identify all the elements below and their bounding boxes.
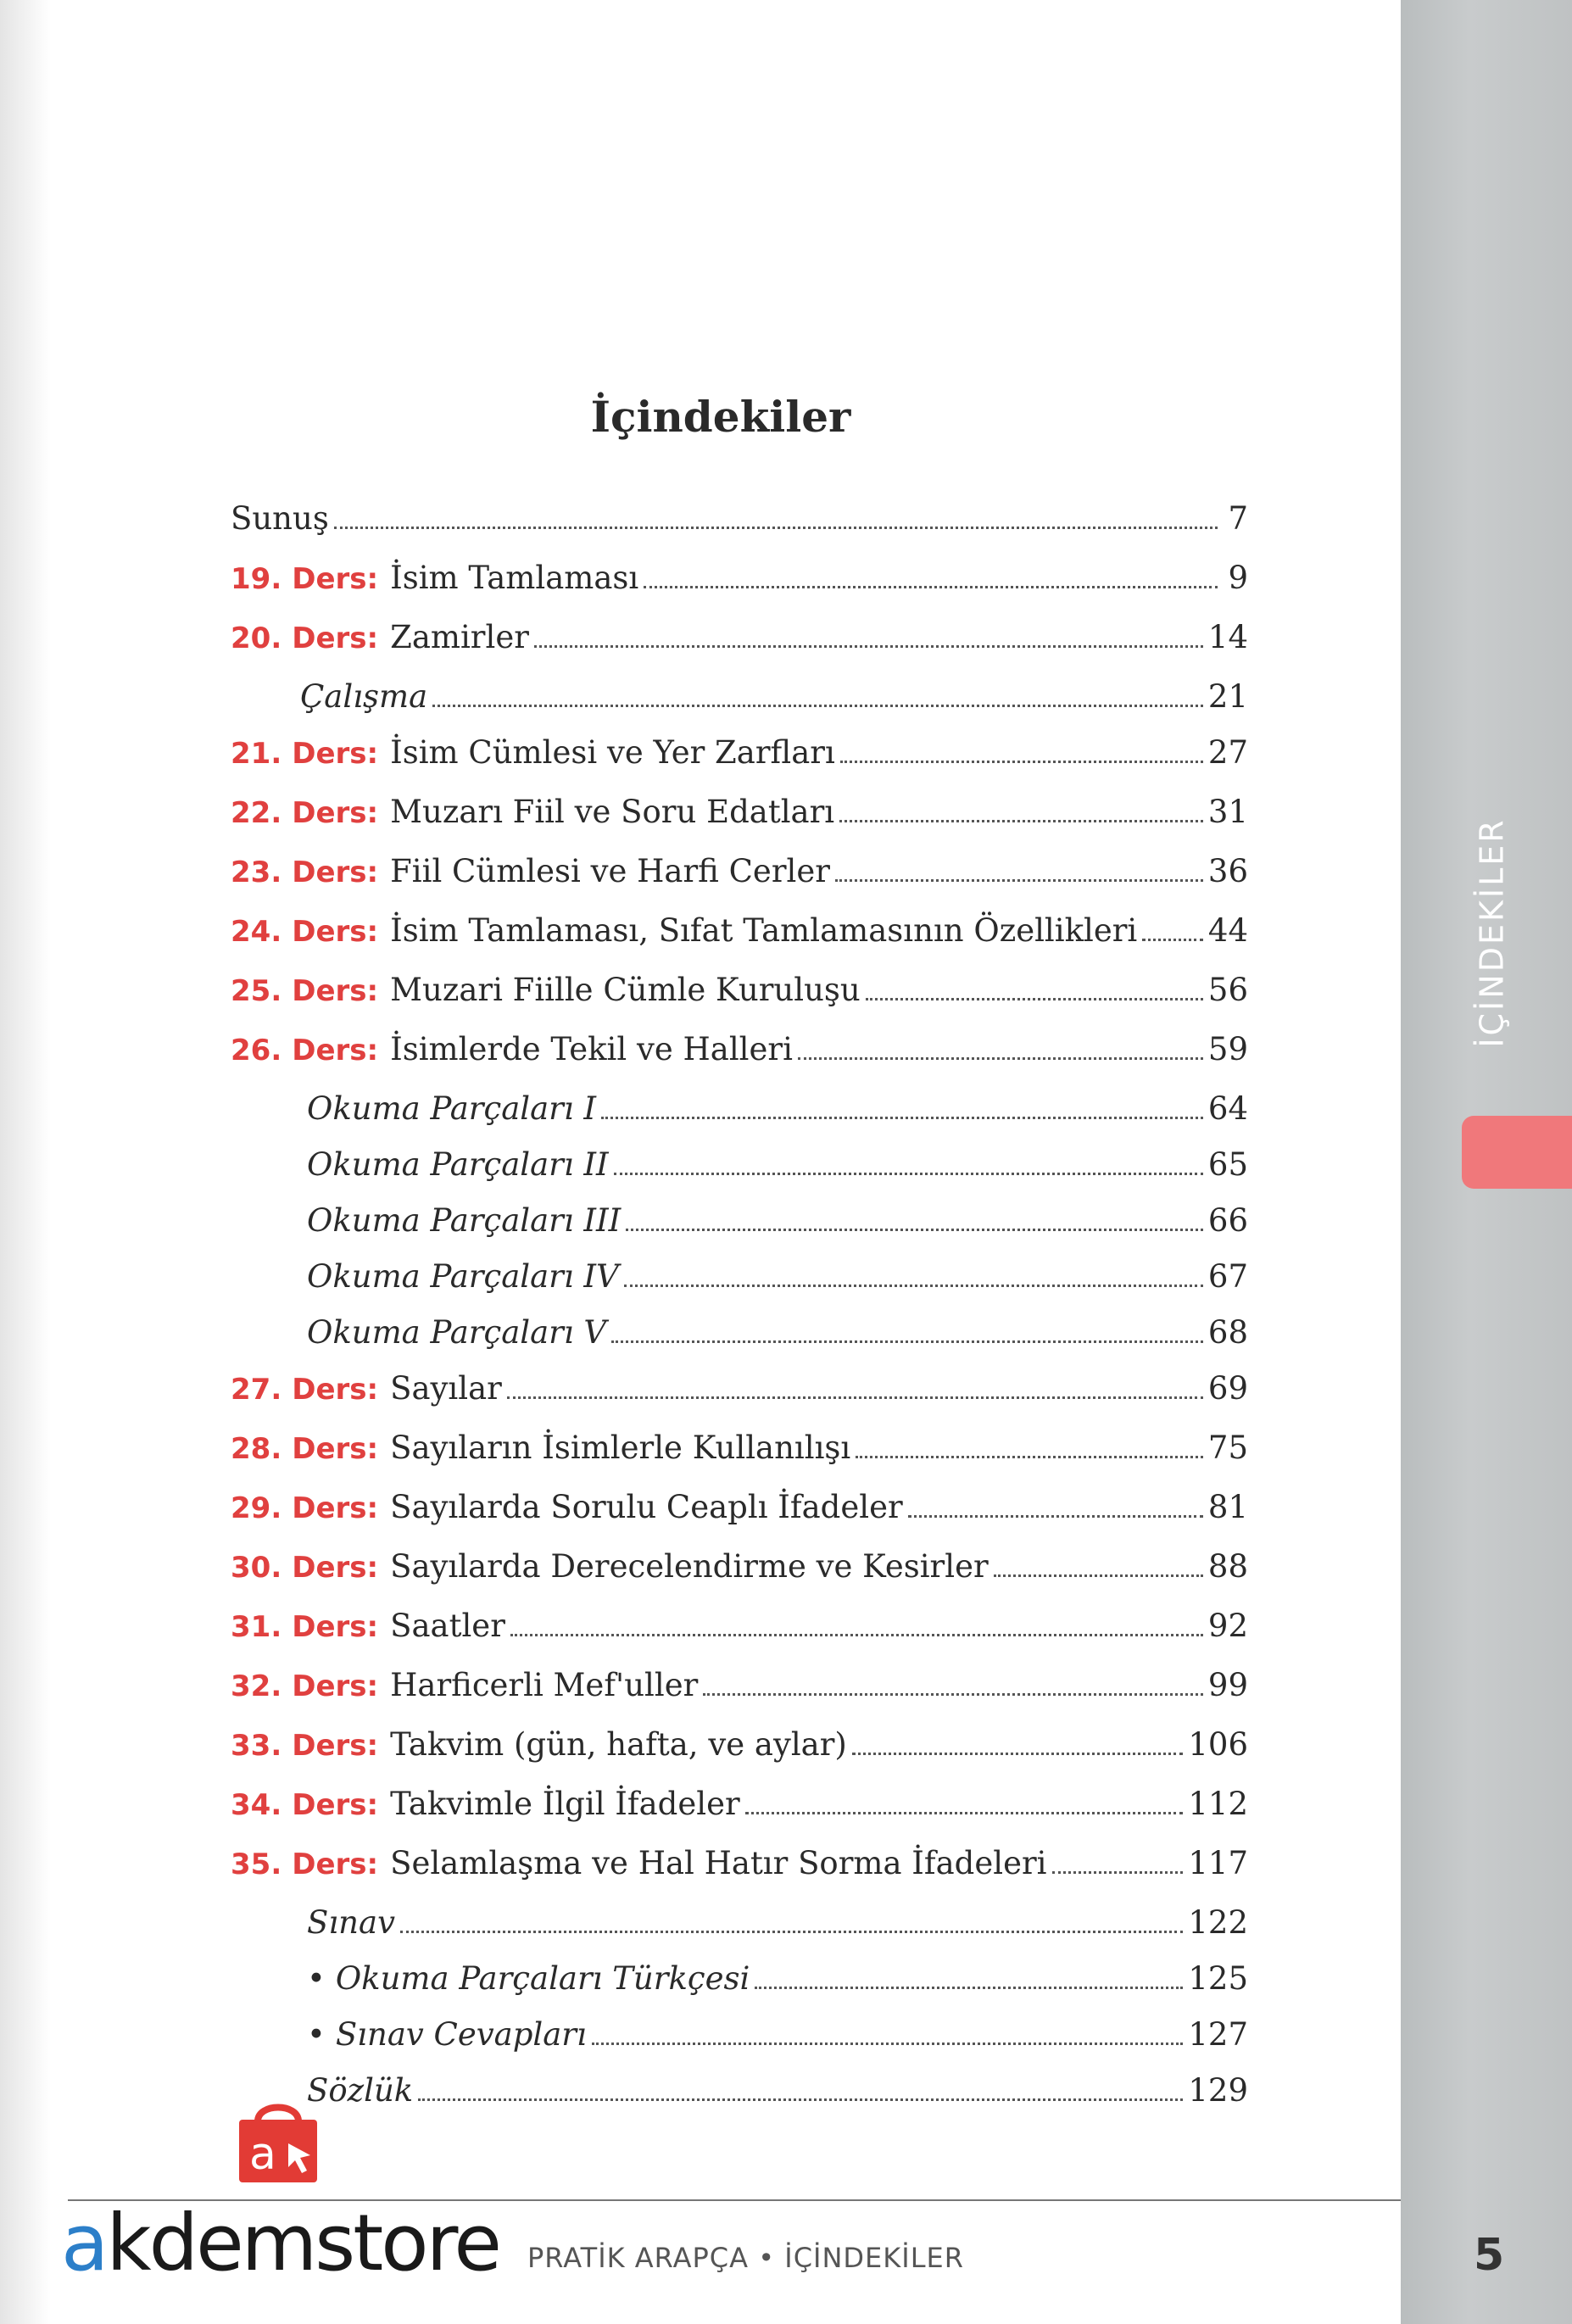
lesson-word: Ders: <box>292 974 379 1008</box>
entry-title: Harficerli Mef'uller <box>390 1667 699 1703</box>
entry-title: İsim Tamlaması <box>390 560 639 596</box>
toc-entry <box>231 1314 1248 1370</box>
entry-page-number: 21 <box>1207 678 1248 715</box>
entry-title: Okuma Parçaları V <box>307 1314 607 1351</box>
entry-title: Takvim (gün, hafta, ve aylar) <box>390 1726 847 1763</box>
dot-leader <box>703 1693 1203 1696</box>
entry-page-number: 117 <box>1188 1845 1248 1881</box>
toc-entry <box>231 1202 1248 1258</box>
toc-entry <box>231 1090 1248 1146</box>
lesson-word: Ders: <box>292 1034 379 1067</box>
entry-page-number: 99 <box>1207 1667 1248 1703</box>
toc-entry <box>231 1726 1248 1786</box>
toc-entry <box>231 1548 1248 1608</box>
entry-page-number: 69 <box>1207 1370 1248 1407</box>
dot-leader <box>755 1987 1183 1989</box>
lesson-word: Ders: <box>292 621 379 655</box>
entry-title: Sınav Cevapları <box>335 2016 587 2053</box>
toc-entry <box>231 1258 1248 1314</box>
lesson-word: Ders: <box>292 1729 379 1763</box>
dot-leader <box>626 1229 1203 1231</box>
entry-title: Zamirler <box>390 619 529 655</box>
dot-leader <box>432 705 1203 707</box>
lesson-word: Ders: <box>292 796 379 830</box>
brand-rest: kdemstore <box>106 2198 499 2288</box>
toc-entry <box>231 1489 1248 1548</box>
bullet-icon: • <box>307 1960 326 1997</box>
entry-title: Okuma Parçaları II <box>307 1146 609 1183</box>
toc-entry <box>231 2016 1248 2072</box>
toc-entry <box>231 619 1248 678</box>
toc-entry <box>231 560 1248 619</box>
dot-leader <box>835 879 1203 882</box>
dot-leader <box>840 761 1203 763</box>
toc-entry <box>231 1904 1248 1960</box>
toc-entry <box>231 972 1248 1031</box>
entry-title: Muzari Fiille Cümle Kuruluşu <box>390 972 861 1008</box>
lesson-number: 33. <box>231 1729 282 1763</box>
entry-title: Çalışma <box>300 678 428 715</box>
brand-logo <box>61 2198 499 2288</box>
dot-leader <box>601 1117 1203 1119</box>
entry-title: Sözlük <box>307 2072 414 2109</box>
entry-page-number: 129 <box>1188 2072 1248 2109</box>
dot-leader <box>856 1456 1203 1458</box>
lesson-number: 28. <box>231 1432 282 1466</box>
lesson-number: 25. <box>231 974 282 1008</box>
entry-title: Saatler <box>390 1608 505 1644</box>
entry-title: Takvimle İlgil İfadeler <box>390 1786 740 1822</box>
entry-page-number: 31 <box>1207 794 1248 830</box>
dot-leader <box>611 1340 1203 1343</box>
entry-page-number: 27 <box>1207 734 1248 771</box>
lesson-number: 35. <box>231 1847 282 1881</box>
lesson-number: 34. <box>231 1788 282 1822</box>
entry-page-number: 64 <box>1207 1090 1248 1127</box>
entry-page-number: 66 <box>1207 1202 1248 1239</box>
lesson-word: Ders: <box>292 1610 379 1644</box>
lesson-word: Ders: <box>292 1669 379 1703</box>
dot-leader <box>798 1057 1203 1060</box>
entry-page-number: 59 <box>1207 1031 1248 1067</box>
dot-leader <box>1052 1871 1184 1874</box>
dot-leader <box>507 1396 1203 1399</box>
entry-page-number: 68 <box>1207 1314 1248 1351</box>
dot-leader <box>334 527 1218 529</box>
dot-leader <box>839 820 1203 822</box>
dot-leader <box>592 2043 1184 2045</box>
toc-entry <box>231 853 1248 912</box>
lesson-number: 20. <box>231 621 282 655</box>
entry-page-number: 88 <box>1207 1548 1248 1585</box>
entry-title: Sayıların İsimlerle Kullanılışı <box>390 1430 851 1466</box>
entry-page-number: 56 <box>1207 972 1248 1008</box>
lesson-number: 31. <box>231 1610 282 1644</box>
svg-text:a: a <box>249 2129 276 2180</box>
entry-title: Sayılar <box>390 1370 502 1407</box>
entry-title: Muzarı Fiil ve Soru Edatları <box>390 794 835 830</box>
toc-entry <box>231 912 1248 972</box>
bullet-icon: • <box>307 2016 326 2053</box>
lesson-number: 23. <box>231 855 282 889</box>
entry-page-number: 92 <box>1207 1608 1248 1644</box>
entry-page-number: 127 <box>1188 2016 1248 2053</box>
entry-page-number: 112 <box>1188 1786 1248 1822</box>
lesson-number: 32. <box>231 1669 282 1703</box>
side-label <box>1441 780 1543 1085</box>
dot-leader <box>908 1515 1203 1518</box>
lesson-word: Ders: <box>292 1847 379 1881</box>
entry-page-number: 67 <box>1207 1258 1248 1295</box>
table-of-contents <box>231 500 1248 2128</box>
toc-entry <box>231 1845 1248 1904</box>
lesson-word: Ders: <box>292 1551 379 1585</box>
entry-page-number: 44 <box>1207 912 1248 949</box>
entry-title: Sayılarda Derecelendirme ve Kesirler <box>390 1548 989 1585</box>
toc-entry <box>231 1608 1248 1667</box>
entry-page-number: 75 <box>1207 1430 1248 1466</box>
dot-leader <box>745 1812 1184 1814</box>
dot-leader <box>644 586 1218 588</box>
toc-entry <box>231 794 1248 853</box>
entry-title: İsim Tamlaması, Sıfat Tamlamasının Özellikleri <box>390 912 1138 949</box>
toc-entry <box>231 1370 1248 1430</box>
entry-page-number: 9 <box>1228 560 1248 596</box>
side-label-text: İÇİNDEKİLER <box>1474 817 1512 1048</box>
lesson-word: Ders: <box>292 1788 379 1822</box>
entry-title: Sınav <box>307 1904 395 1941</box>
page-spine-shadow <box>0 0 51 2324</box>
toc-entry <box>231 1786 1248 1845</box>
toc-entry <box>231 1667 1248 1726</box>
lesson-number: 27. <box>231 1373 282 1407</box>
dot-leader <box>614 1173 1203 1175</box>
side-tab-marker <box>1462 1116 1572 1189</box>
dot-leader <box>418 2098 1183 2101</box>
dot-leader <box>1142 939 1203 941</box>
entry-title: İsim Cümlesi ve Yer Zarfları <box>390 734 835 771</box>
lesson-number: 30. <box>231 1551 282 1585</box>
entry-page-number: 81 <box>1207 1489 1248 1525</box>
toc-entry <box>231 1430 1248 1489</box>
entry-title: Selamlaşma ve Hal Hatır Sorma İfadeleri <box>390 1845 1047 1881</box>
entry-title: Okuma Parçaları I <box>307 1090 597 1127</box>
entry-title: Sunuş <box>231 500 329 537</box>
entry-title: Sayılarda Sorulu Ceaplı İfadeler <box>390 1489 903 1525</box>
entry-title: Okuma Parçaları IV <box>307 1258 619 1295</box>
lesson-number: 24. <box>231 915 282 949</box>
entry-page-number: 14 <box>1207 619 1248 655</box>
entry-title: Okuma Parçaları Türkçesi <box>335 1960 750 1997</box>
lesson-number: 19. <box>231 562 282 596</box>
toc-entry <box>231 1960 1248 2016</box>
entry-title: İsimlerde Tekil ve Halleri <box>390 1031 793 1067</box>
dot-leader <box>994 1574 1203 1577</box>
entry-page-number: 122 <box>1188 1904 1248 1941</box>
toc-entry <box>231 2072 1248 2128</box>
entry-title: Fiil Cümlesi ve Harfi Cerler <box>390 853 830 889</box>
toc-entry <box>231 1146 1248 1202</box>
page-title: İçindekiler <box>590 392 851 442</box>
store-logo-icon <box>232 2101 324 2186</box>
dot-leader <box>534 645 1203 648</box>
brand-prefix: a <box>61 2198 107 2288</box>
lesson-word: Ders: <box>292 915 379 949</box>
toc-entry <box>231 678 1248 734</box>
lesson-word: Ders: <box>292 737 379 771</box>
dot-leader <box>400 1931 1183 1933</box>
dot-leader <box>852 1753 1184 1755</box>
lesson-word: Ders: <box>292 1432 379 1466</box>
entry-page-number: 36 <box>1207 853 1248 889</box>
lesson-word: Ders: <box>292 1491 379 1525</box>
lesson-number: 29. <box>231 1491 282 1525</box>
dot-leader <box>510 1634 1203 1636</box>
footer-book-label: PRATİK ARAPÇA • İÇİNDEKİLER <box>527 2242 964 2274</box>
entry-page-number: 65 <box>1207 1146 1248 1183</box>
lesson-number: 26. <box>231 1034 282 1067</box>
entry-page-number: 106 <box>1188 1726 1248 1763</box>
dot-leader <box>624 1285 1203 1287</box>
lesson-word: Ders: <box>292 562 379 596</box>
lesson-word: Ders: <box>292 855 379 889</box>
dot-leader <box>866 998 1203 1000</box>
entry-page-number: 7 <box>1228 500 1248 537</box>
toc-entry <box>231 1031 1248 1090</box>
lesson-number: 22. <box>231 796 282 830</box>
toc-entry <box>231 734 1248 794</box>
entry-title: Okuma Parçaları III <box>307 1202 622 1239</box>
toc-entry <box>231 500 1248 560</box>
page-number: 5 <box>1474 2230 1505 2281</box>
lesson-word: Ders: <box>292 1373 379 1407</box>
entry-page-number: 125 <box>1188 1960 1248 1997</box>
lesson-number: 21. <box>231 737 282 771</box>
